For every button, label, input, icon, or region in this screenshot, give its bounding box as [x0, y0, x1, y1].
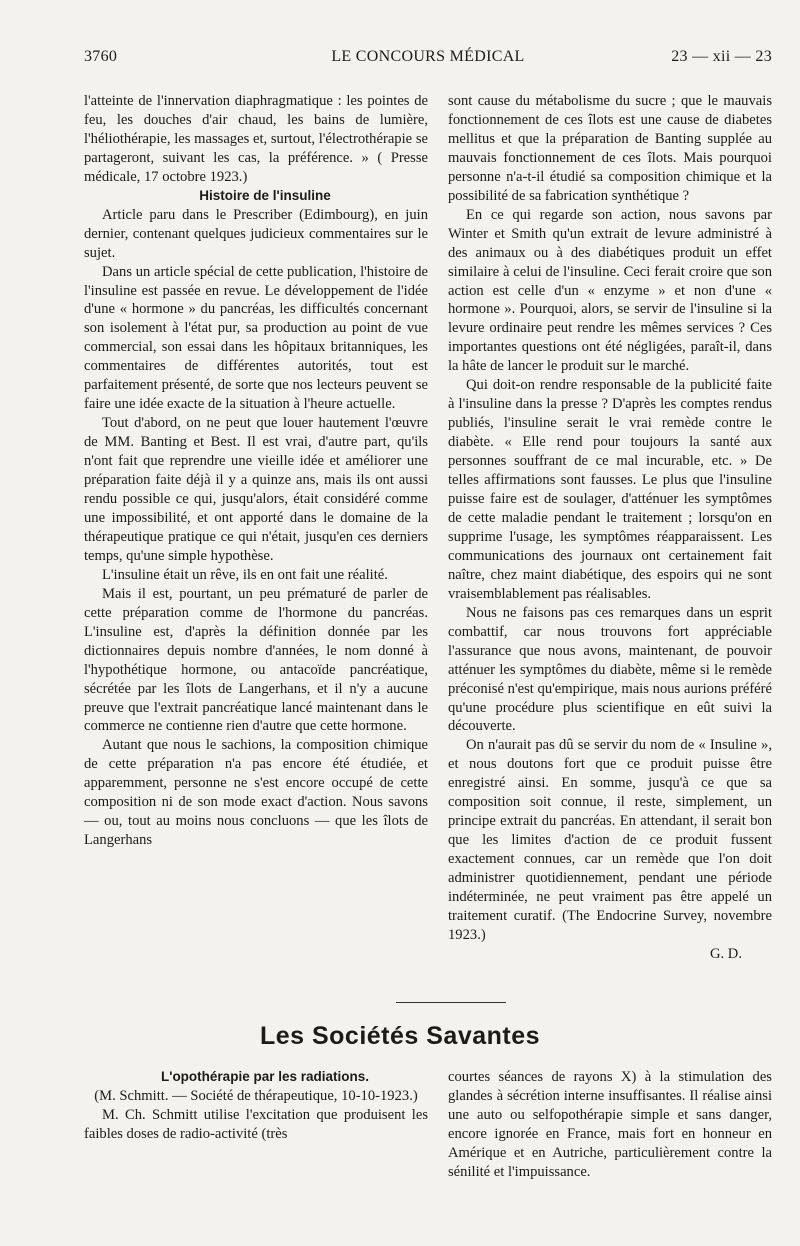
paragraph: Article paru dans le Prescriber (Edimbourg), en juin dernier, contenant quelques judicieux commentaires sur le sujet.: [84, 206, 428, 261]
article-reference: (M. Schmitt. — Société de thérapeutique, 10-10-1923.): [94, 1087, 418, 1104]
author-signature: G. D.: [709, 945, 742, 962]
column-left: [84, 92, 428, 850]
paragraph: Dans un article spécial de cette publication, l'histoire de l'insuline est passée en revue. Le développement de l'idée d'une « hormone » du pancréas, les difficultés concernant son isolement à l'état pur, sa production au point de vue commercial, son essai dans les hôpitaux britanniques, les commentaires de différentes autorités, tout est parfaitement présenté, de sorte que nos lecteurs peuvent se faire une idée exacte de la situation à l'heure actuelle.: [84, 263, 428, 413]
page-header: [84, 48, 772, 72]
paragraph: sont cause du métabolisme du sucre ; que le mauvais fonctionnement de ces îlots est une cause de diabetes mellitus et que la préparation de Banting supplée au mauvais fonctionnement de ces îlots. Mais pourquoi personne n'a-t-il étudié sa composition chimique et la possibilité de sa fabrication synthétique ?: [448, 93, 772, 204]
section-title: Les Sociétés Savantes: [259, 1022, 541, 1050]
paragraph: Nous ne faisons pas ces remarques dans un esprit combattif, car nous trouvons fort appréciable l'assurance que nous avons, maintenant, de pouvoir atténuer les symptômes du diabète, même si le remède préconisé n'est qu'empirique, mais nous aurions préféré qu'une procédure plus scientifique en eût suivi la découverte.: [448, 604, 772, 735]
journal-title: LE CONCOURS MÉDICAL: [331, 48, 525, 65]
paragraph: Mais il est, pourtant, un peu prématuré de parler de cette préparation comme de l'hormone du pancréas. L'insuline est, d'après la définition donnée par les dictionnaires depuis nombre d'années, le nom donné à l'hypothétique hormone, ou antacoïde pancréatique, sécrétée par les îlots de Langerhans, et il n'y a aucune preuve que l'extrait pancréatique lancé maintenant dans le commerce ne contienne rien d'autre que cette hormone.: [84, 585, 428, 735]
article-heading: Histoire de l'insuline: [199, 187, 331, 203]
column-right-bottom: [448, 1068, 772, 1182]
column-right: [448, 92, 772, 964]
paragraph: Qui doit-on rendre responsable de la publicité faite à l'insuline dans la presse ? D'après les comptes rendus publiés, l'insuline serait le vrai remède contre le diabète. « Elle rend pour toujours la santé aux personnes souffrant de ce mal incurable, etc. » De telles affirmations sont fausses. Le plus que l'insuline puisse faire est de soulager, d'atténuer les symptômes de cette maladie pendant le traitement ; lorsqu'on en supprime l'usage, les symptômes réapparaissent. Les communications des journaux ont certainement fait naître, chez maint diabétique, des espoirs qui ne sont vraisemblablement pas réalisables.: [448, 377, 772, 602]
paragraph: L'insuline était un rêve, ils en ont fait une réalité.: [102, 566, 388, 583]
paragraph: courtes séances de rayons X) à la stimulation des glandes à sécrétion interne insuffisantes. Il réalise ainsi une auto ou selfopothérapie simple et sans danger, encore ignorée en France, mais fort en honneur en Amérique et en Autriche, particulièrement contre la sénilité et l'impuissance.: [448, 1069, 772, 1180]
paragraph: l'atteinte de l'innervation diaphragmatique : les pointes de feu, les douches d'air chaud, les bains de lumière, l'héliothérapie, les massages et, surtout, l'électrothérapie se partageront, suivant les cas, la préférence. » ( Presse médicale, 17 octobre 1923.): [84, 93, 428, 185]
paragraph: Tout d'abord, on ne peut que louer hautement l'œuvre de MM. Banting et Best. Il est vrai, d'autre part, qu'ils n'ont fait que reprendre une vieille idée et améliorer une préparation faite déjà il y a quinze ans, mais ils ont aussi rendu possible ce qui, jusqu'alors, était considéré comme une impossibilité, et ont apporté dans le domaine de la thérapeutique pratique ce qui n'était, jusqu'en ces derniers temps, qu'une simple hypothèse.: [84, 415, 428, 564]
article-heading: L'opothérapie par les radiations.: [160, 1069, 369, 1084]
paragraph: M. Ch. Schmitt utilise l'excitation que produisent les faibles doses de radio-activité (très: [84, 1106, 428, 1142]
column-left-bottom: [84, 1068, 428, 1144]
paragraph: On n'aurait pas dû se servir du nom de « Insuline », et nous doutons fort que ce produit puisse être enregistré ainsi. En somme, jusqu'à ce que sa composition soit connue, il reste, simplement, un principe extrait du pancréas. En attendant, il serait bon que les limites d'action de ce produit fussent exactement connues, car un remède que l'on doit administrer quotidiennement, pendant une période indéterminée, ne peut vraiment pas être appelé un traitement curatif. (The Endocrine Survey, novembre 1923.): [448, 737, 772, 943]
section-divider: [396, 1002, 506, 1003]
paragraph: En ce qui regarde son action, nous savons par Winter et Smith qu'un extrait de levure administré à des animaux ou à des diabétiques produit un effet similaire à celui de l'insuline. Ceci ferait croire que son action est celle d'un « enzyme » et non d'une « hormone ». Pourquoi, alors, se servir de l'insuline si la levure ordinaire peut rendre les mêmes services ? Ces importantes questions ont été négligées, paraît-il, dans la hâte de lancer le produit sur le marché.: [448, 206, 772, 375]
issue-date: 23 — xii — 23: [671, 48, 772, 65]
paragraph: Autant que nous le sachions, la composition chimique de cette préparation n'a pas encore été étudiée, et apparemment, personne ne s'est encore occupé de cette composition ni de son mode exact d'action. Nous savons — ou, tout au moins nous concluons — que les îlots de Langerhans: [84, 737, 428, 849]
page-number: 3760: [84, 48, 118, 65]
